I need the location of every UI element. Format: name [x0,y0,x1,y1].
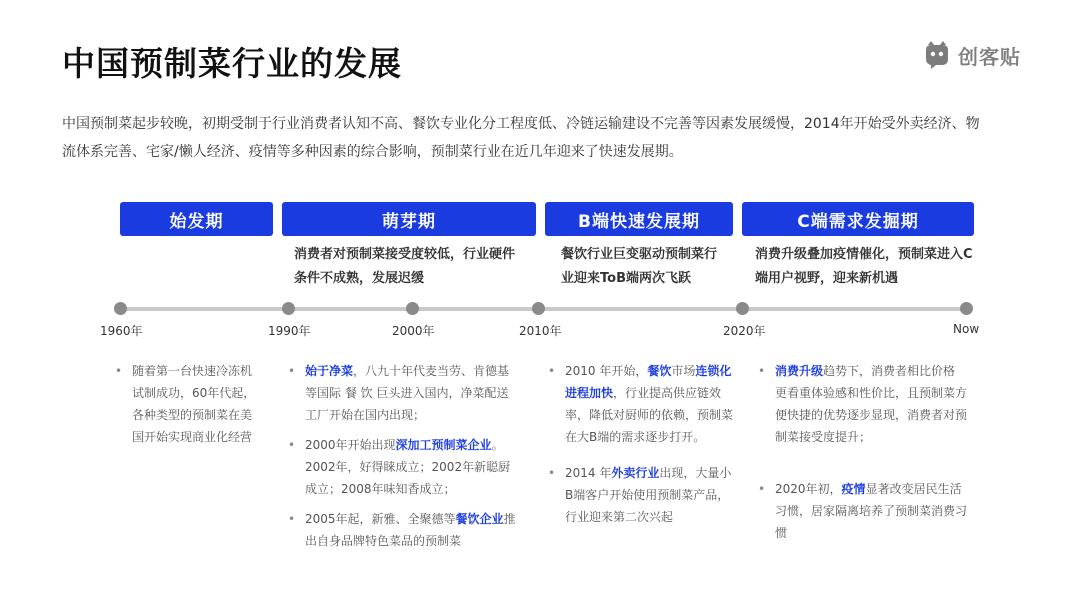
timeline-dot-1960 [114,302,127,315]
page-title: 中国预制菜行业的发展 [62,44,402,83]
list-item: • 2005年起，新雅、全聚德等餐饮企业推出自身品牌特色菜品的预制菜 [285,508,517,552]
highlight-text: 深加工预制菜企业 [395,438,492,452]
detail-column-2010 [545,360,735,536]
phase-c-end: C端需求发掘期 [742,202,974,236]
phase-initial: 始发期 [120,202,273,236]
phase-c-end-desc: 消费升级叠加疫情催化，预制菜进入C 端用户视野，迎来新机遇 [755,247,973,286]
list-item: • 2010 年开始，餐饮市场连锁化进程加快，行业提高供应链效率，降低对厨师的依赖，预制菜在大B端的需求逐步打开。 [545,360,735,448]
year-label: 1960年 [100,324,143,338]
detail-column-1960 [112,360,260,456]
brand-logo[interactable] [922,40,1021,70]
list-item: • 2000年开始出现深加工预制菜企业。2002年，好得睐成立；2002年新聪厨成立；2008年味知香成立； [285,434,517,500]
highlight-text: 始于净菜 [305,364,354,378]
phase-b-end-desc: 餐饮行业巨变驱动预制菜行业迎来ToB端两次飞跃 [561,247,718,286]
phase-sprouting-desc: 消费者对预制菜接受度较低，行业硬件条件不成熟，发展迟缓 [294,247,516,286]
year-label: 2020年 [723,324,766,338]
list-item: • 消费升级趋势下，消费者相比价格更看重体验感和性价比，且预制菜方便快捷的优势逐步显现，消费者对预制菜接受度提升； [755,360,967,448]
list-item: • 2020年初，疫情显著改变居民生活习惯，居家隔离培养了预制菜消费习惯 [755,478,967,544]
year-label: 2010年 [519,324,562,338]
timeline-dot-2010 [532,302,545,315]
detail-column-2020 [755,360,967,552]
list-item: • 2014 年外卖行业出现，大量小B端客户开始使用预制菜产品，行业迎来第二次兴起 [545,462,735,528]
logo-text: 创客贴 [958,44,1021,69]
highlight-text: 消费升级 [775,364,824,378]
timeline-dot-2020 [736,302,749,315]
year-label: Now [953,322,980,336]
timeline-dot-2000 [406,302,419,315]
highlight-text: 疫情 [841,482,866,496]
intro-paragraph: 中国预制菜起步较晚，初期受制于行业消费者认知不高、餐饮专业化分工程度低、冷链运输建设不完善等因素发展缓慢，2014年开始受外卖经济、物流体系完善、宅家/懒人经济、疫情等多种因素的综合影响，预制菜行业在近几年迎来了快速发展期。 [62,116,980,160]
ckt-logo-icon [922,40,952,70]
highlight-text: 餐饮 [647,364,672,378]
highlight-text: 餐饮企业 [455,512,504,526]
phase-sprouting: 萌芽期 [282,202,536,236]
list-item: • 随着第一台快速冷冻机试制成功，60年代起，各种类型的预制菜在美国开始实现商业化经营 [112,360,260,448]
list-item: • 始于净菜，八九十年代麦当劳、肯德基等国际 餐 饮 巨头进入国内，净菜配送工厂开始在国内出现； [285,360,517,426]
phase-b-end: B端快速发展期 [545,202,733,236]
highlight-text: 外卖行业 [611,466,660,480]
highlight-text: 连锁化进程加快 [565,364,732,400]
timeline-dot-1990 [282,302,295,315]
detail-column-1990 [285,360,517,560]
year-label: 2000年 [392,324,435,338]
timeline-dot-now [960,302,973,315]
year-label: 1990年 [268,324,311,338]
